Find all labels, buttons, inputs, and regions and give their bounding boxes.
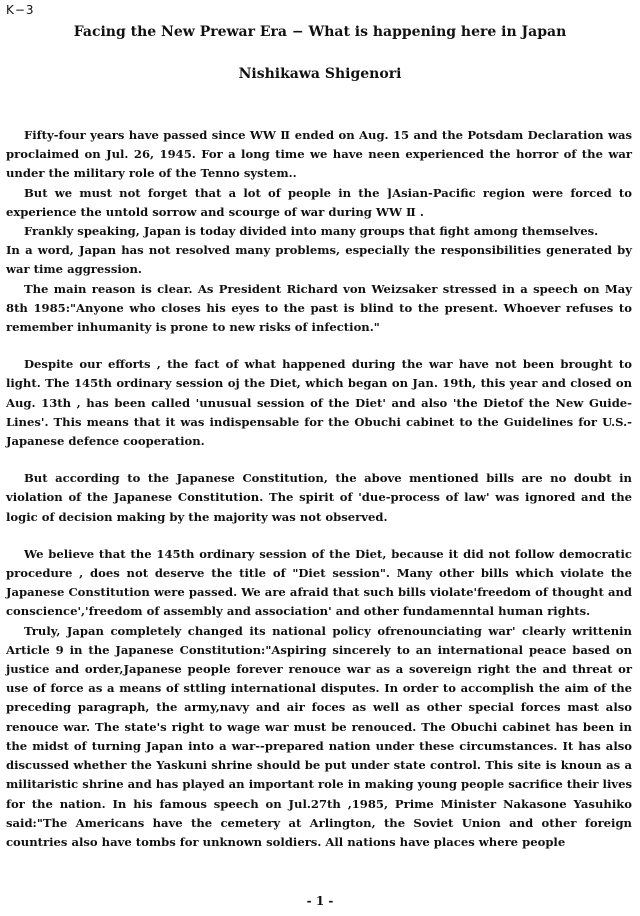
paragraph-gap — [6, 451, 632, 469]
author-name: Nishikawa Shigenori — [238, 66, 402, 82]
document-code: K−3 — [6, 3, 35, 17]
paragraph-3: Frankly speaking, Japan is today divided into many groups that fight among themselves. — [24, 224, 599, 239]
paragraph-gap — [6, 527, 632, 545]
paragraph-9: Truly, Japan completely changed its national policy ofrenounciating war' clearly writtenin Article 9 in the Japanese Constitution:"Aspiring sincerely to an international peace based on justice and order,Japanese people forever renouce war as a sovereign right the and threat or use of force as a means of sttling international disputes. In order to accomplish the aim of the preceding paragraph, the army,navy and air foces as well as other special forces mast also renouce war. The state's right to wage war must be renouced. The Obuchi cabinet has been in the midst of turning Japan into a war--prepared nation under these circumstances. It has also discussed whether the Yaskuni shrine should be put under state control. This site is knoun as a militaristic shrine and has played an important role in making young people sacrifice their lives for the nation. In his famous speech on Jul.27th ,1985, Prime Minister Nakasone Yasuhiko said:"The Americans have the cemetery at Arlington, the Soviet Union and other foreign countries also have tombs for unknown soldiers. All nations have places where people — [6, 623, 632, 849]
paragraph-6: Despite our efforts , the fact of what happened during the war have not been brought to light. The 145th ordinary session oj the Diet, which began on Jan. 19th, this year and closed on Aug. 13th , has been called 'unusual session of the Diet' and also 'the Dietof the New Guide-Lines'. This means that it was indispensable for the Obuchi cabinet to the Guidelines for U.S.-Japanese defence cooperation. — [6, 357, 632, 449]
paragraph-5: The main reason is clear. As President Richard von Weizsaker stressed in a speech on May 8th 1985:"Anyone who closes his eyes to the past is blind to the present. Whoever refuses to remember inhumanity is prone to new risks of infection." — [6, 281, 632, 335]
article-body — [6, 126, 632, 852]
paragraph-1: Fifty-four years have passed since WW Ⅱ ended on Aug. 15 and the Potsdam Declaration was proclaimed on Jul. 26, 1945. For a long time we have neen experienced the horror of the war under the military role of the Tenno system.. — [6, 128, 632, 181]
paragraph-8: We believe that the 145th ordinary session of the Diet, because it did not follow democratic procedure , does not deserve the title of "Diet session". Many other bills which violate the Japanese Constitution were passed. We are afraid that such bills violate'freedom of thought and conscience','freedom of assembly and association' and other fundamenntal human rights. — [6, 546, 632, 619]
document-title: Facing the New Prewar Era − What is happening here in Japan — [73, 24, 567, 40]
paragraph-gap — [6, 337, 632, 355]
page-number: - 1 - — [306, 894, 334, 908]
paragraph-2: But we must not forget that a lot of people in the ]Asian-Pacific region were forced to experience the untold sorrow and scourge of war during WW Ⅱ . — [6, 185, 632, 219]
paragraph-4: In a word, Japan has not resolved many problems, especially the responsibilities generated by war time aggression. — [6, 243, 632, 277]
paragraph-7: But according to the Japanese Constitution, the above mentioned bills are no doubt in violation of the Japanese Constitution. The spirit of 'due-process of law' was ignored and the logic of decision making by the majority was not observed. — [6, 471, 632, 524]
